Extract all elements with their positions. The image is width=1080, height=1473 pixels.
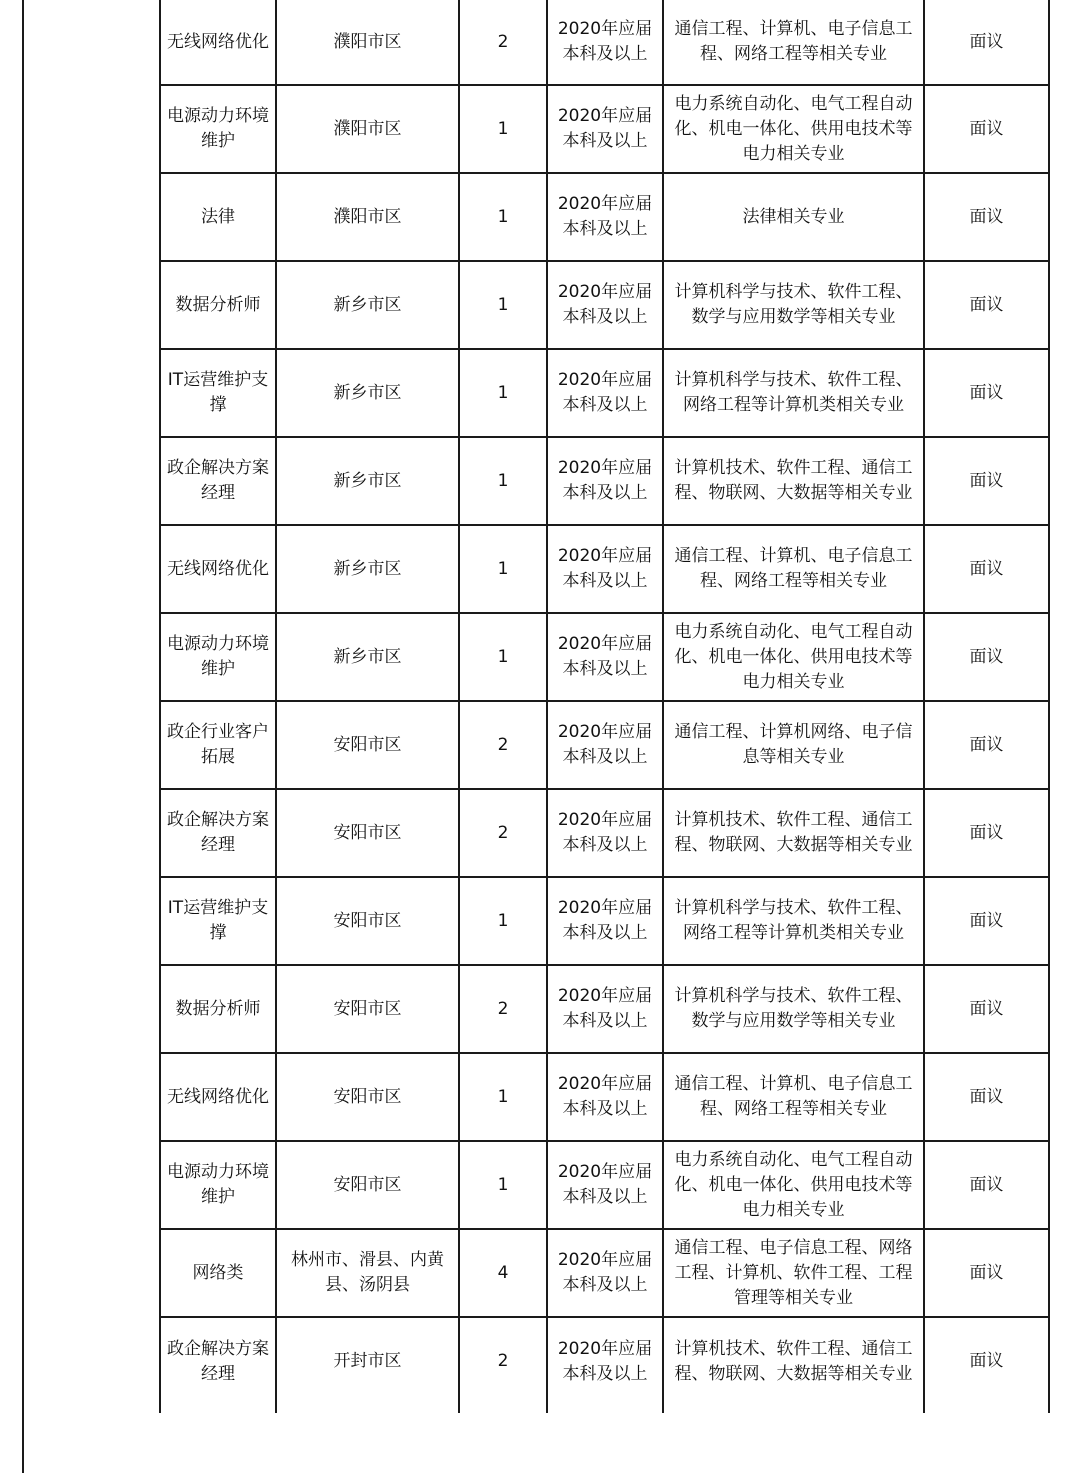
education-cell: 2020年应届本科及以上 [547,525,663,613]
headcount-cell: 1 [459,261,547,349]
salary-cell: 面议 [924,1229,1049,1317]
headcount-cell: 4 [459,1229,547,1317]
position-cell: 法律 [160,173,276,261]
majors-cell: 通信工程、计算机网络、电子信息等相关专业 [663,701,924,789]
majors-cell: 计算机科学与技术、软件工程、数学与应用数学等相关专业 [663,261,924,349]
salary-cell: 面议 [924,437,1049,525]
salary-cell: 面议 [924,0,1049,85]
location-cell: 安阳市区 [276,789,459,877]
education-cell: 2020年应届本科及以上 [547,1229,663,1317]
headcount-cell: 2 [459,701,547,789]
position-cell: 政企解决方案经理 [160,1317,276,1413]
position-cell: 无线网络优化 [160,525,276,613]
position-cell: 无线网络优化 [160,1053,276,1141]
position-cell: IT运营维护支撑 [160,349,276,437]
position-cell: 政企行业客户拓展 [160,701,276,789]
salary-cell: 面议 [924,789,1049,877]
salary-cell: 面议 [924,965,1049,1053]
majors-cell: 通信工程、计算机、电子信息工程、网络工程等相关专业 [663,525,924,613]
position-cell: IT运营维护支撑 [160,877,276,965]
table-row [160,1229,1049,1317]
position-cell: 无线网络优化 [160,0,276,85]
majors-cell: 计算机科学与技术、软件工程、数学与应用数学等相关专业 [663,965,924,1053]
location-cell: 新乡市区 [276,349,459,437]
table-row [160,1317,1049,1413]
location-cell: 濮阳市区 [276,85,459,173]
headcount-cell: 1 [459,173,547,261]
position-cell: 数据分析师 [160,965,276,1053]
table-row [160,877,1049,965]
table-row [160,0,1049,85]
headcount-cell: 2 [459,965,547,1053]
location-cell: 安阳市区 [276,1053,459,1141]
position-cell: 数据分析师 [160,261,276,349]
headcount-cell: 1 [459,525,547,613]
education-cell: 2020年应届本科及以上 [547,1053,663,1141]
salary-cell: 面议 [924,173,1049,261]
table-row [160,173,1049,261]
location-cell: 开封市区 [276,1317,459,1413]
location-cell: 濮阳市区 [276,0,459,85]
table-row [160,525,1049,613]
table-row [160,349,1049,437]
headcount-cell: 1 [459,877,547,965]
majors-cell: 计算机科学与技术、软件工程、网络工程等计算机类相关专业 [663,349,924,437]
position-cell: 电源动力环境维护 [160,1141,276,1229]
table-row [160,1141,1049,1229]
headcount-cell: 1 [459,613,547,701]
education-cell: 2020年应届本科及以上 [547,437,663,525]
position-cell: 政企解决方案经理 [160,789,276,877]
education-cell: 2020年应届本科及以上 [547,1317,663,1413]
salary-cell: 面议 [924,349,1049,437]
education-cell: 2020年应届本科及以上 [547,613,663,701]
table-body [160,0,1049,1413]
salary-cell: 面议 [924,613,1049,701]
majors-cell: 计算机科学与技术、软件工程、网络工程等计算机类相关专业 [663,877,924,965]
job-openings-table [159,0,1050,1413]
majors-cell: 计算机技术、软件工程、通信工程、物联网、大数据等相关专业 [663,437,924,525]
salary-cell: 面议 [924,877,1049,965]
education-cell: 2020年应届本科及以上 [547,1141,663,1229]
headcount-cell: 2 [459,1317,547,1413]
salary-cell: 面议 [924,85,1049,173]
location-cell: 安阳市区 [276,965,459,1053]
headcount-cell: 1 [459,437,547,525]
education-cell: 2020年应届本科及以上 [547,173,663,261]
salary-cell: 面议 [924,1141,1049,1229]
location-cell: 濮阳市区 [276,173,459,261]
location-cell: 安阳市区 [276,877,459,965]
table-row [160,789,1049,877]
headcount-cell: 1 [459,1141,547,1229]
position-cell: 政企解决方案经理 [160,437,276,525]
salary-cell: 面议 [924,261,1049,349]
table-row [160,261,1049,349]
headcount-cell: 2 [459,0,547,85]
headcount-cell: 1 [459,85,547,173]
education-cell: 2020年应届本科及以上 [547,261,663,349]
majors-cell: 计算机技术、软件工程、通信工程、物联网、大数据等相关专业 [663,1317,924,1413]
salary-cell: 面议 [924,525,1049,613]
majors-cell: 电力系统自动化、电气工程自动化、机电一体化、供用电技术等电力相关专业 [663,1141,924,1229]
salary-cell: 面议 [924,1053,1049,1141]
majors-cell: 法律相关专业 [663,173,924,261]
education-cell: 2020年应届本科及以上 [547,0,663,85]
majors-cell: 电力系统自动化、电气工程自动化、机电一体化、供用电技术等电力相关专业 [663,85,924,173]
education-cell: 2020年应届本科及以上 [547,965,663,1053]
headcount-cell: 2 [459,789,547,877]
education-cell: 2020年应届本科及以上 [547,701,663,789]
education-cell: 2020年应届本科及以上 [547,85,663,173]
position-cell: 电源动力环境维护 [160,613,276,701]
education-cell: 2020年应届本科及以上 [547,877,663,965]
education-cell: 2020年应届本科及以上 [547,349,663,437]
majors-cell: 通信工程、电子信息工程、网络工程、计算机、软件工程、工程管理等相关专业 [663,1229,924,1317]
table-row [160,1053,1049,1141]
table-row [160,613,1049,701]
table-row [160,437,1049,525]
page-left-border [22,0,24,1473]
majors-cell: 通信工程、计算机、电子信息工程、网络工程等相关专业 [663,0,924,85]
location-cell: 新乡市区 [276,437,459,525]
location-cell: 安阳市区 [276,701,459,789]
table-row [160,85,1049,173]
salary-cell: 面议 [924,1317,1049,1413]
location-cell: 新乡市区 [276,261,459,349]
education-cell: 2020年应届本科及以上 [547,789,663,877]
location-cell: 林州市、滑县、内黄县、汤阴县 [276,1229,459,1317]
position-cell: 网络类 [160,1229,276,1317]
majors-cell: 电力系统自动化、电气工程自动化、机电一体化、供用电技术等电力相关专业 [663,613,924,701]
majors-cell: 计算机技术、软件工程、通信工程、物联网、大数据等相关专业 [663,789,924,877]
salary-cell: 面议 [924,701,1049,789]
table-row [160,701,1049,789]
majors-cell: 通信工程、计算机、电子信息工程、网络工程等相关专业 [663,1053,924,1141]
location-cell: 新乡市区 [276,613,459,701]
location-cell: 新乡市区 [276,525,459,613]
headcount-cell: 1 [459,349,547,437]
location-cell: 安阳市区 [276,1141,459,1229]
table-row [160,965,1049,1053]
position-cell: 电源动力环境维护 [160,85,276,173]
headcount-cell: 1 [459,1053,547,1141]
